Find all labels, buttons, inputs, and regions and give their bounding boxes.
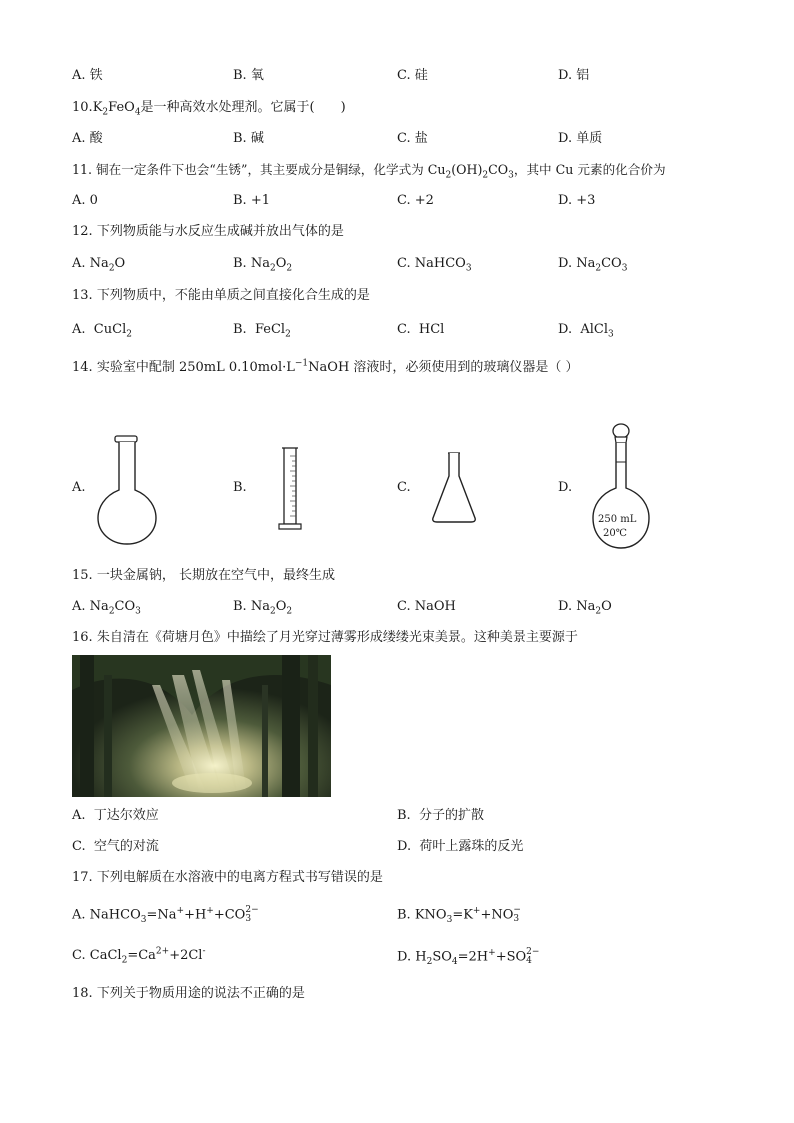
q13-option-b[interactable]: B. FeCl$_2$	[233, 322, 291, 340]
q9-option-d[interactable]: D. 铝	[558, 68, 590, 83]
q15-stem: 15. 一块金属钠， 长期放在空气中，最终生成	[72, 568, 335, 583]
q16-option-a[interactable]: A. 丁达尔效应	[72, 808, 159, 823]
round-bottom-flask-icon	[96, 434, 158, 546]
q17-option-c[interactable]: C. $CaCl_2=Ca^{2+}+2Cl^-$	[72, 946, 206, 966]
q14-option-c[interactable]: C.	[397, 480, 411, 495]
q12-option-b[interactable]: B. $Na_2O_2$	[233, 256, 293, 274]
q10-option-b[interactable]: B. 碱	[233, 131, 264, 146]
q15-option-c[interactable]: C. NaOH	[397, 599, 456, 614]
q14-option-a[interactable]: A.	[72, 480, 86, 495]
q11-option-c[interactable]: C. +2	[397, 193, 434, 208]
q9-option-a[interactable]: A. 铁	[72, 68, 103, 83]
q10-option-c[interactable]: C. 盐	[397, 131, 428, 146]
q11-option-b[interactable]: B. +1	[233, 193, 270, 208]
q16-option-c[interactable]: C. 空气的对流	[72, 839, 159, 854]
q10-option-d[interactable]: D. 单质	[558, 131, 603, 146]
flask-volume-label: 250 mL	[598, 514, 637, 525]
q9-option-b[interactable]: B. 氧	[233, 68, 264, 83]
q15-option-a[interactable]: A. $Na_2CO_3$	[72, 599, 141, 617]
q11-stem: 11. 铜在一定条件下也会“生锈”，其主要成分是铜绿，化学式为 $Cu_2(OH)_2CO_3$，其中 Cu 元素的化合价为	[72, 162, 666, 181]
q12-option-c[interactable]: C. NaHCO$_3$	[397, 256, 472, 274]
q12-stem: 12. 下列物质能与水反应生成碱并放出气体的是	[72, 224, 344, 239]
q10-stem: $10.K_2FeO_4$是一种高效水处理剂。它属于( )	[72, 100, 346, 118]
q15-option-b[interactable]: B. $Na_2O_2$	[233, 599, 293, 617]
q15-option-d[interactable]: D. $Na_2O$	[558, 599, 612, 617]
q10-option-a[interactable]: A. 酸	[72, 131, 103, 146]
q16-option-b[interactable]: B. 分子的扩散	[397, 808, 484, 823]
q11-option-d[interactable]: D. +3	[558, 193, 596, 208]
q12-option-a[interactable]: A. $Na_2O$	[72, 256, 126, 274]
q13-stem: 13. 下列物质中，不能由单质之间直接化合生成的是	[72, 288, 370, 303]
forest-light-beams-image	[72, 655, 331, 797]
q14-stem: 14. 实验室中配制 250mL $0.10mol\cdot L^{-1}NaOH$ 溶液时，必须使用到的玻璃仪器是（ ）	[72, 358, 579, 375]
q17-stem: 17. 下列电解质在水溶液中的电离方程式书写错误的是	[72, 870, 383, 885]
q14-option-d[interactable]: D.	[558, 480, 573, 495]
q17-option-d[interactable]: D. $H_2SO_4=2H^++SO$ 2− 4	[397, 947, 540, 968]
flask-temp-label: 20℃	[603, 528, 627, 539]
q13-option-d[interactable]: D. AlCl$_3$	[558, 322, 614, 340]
q14-option-b[interactable]: B.	[233, 480, 247, 495]
q17-option-b[interactable]: B. $KNO_3=K^++NO$ − 3	[397, 905, 521, 926]
q11-option-a[interactable]: A. 0	[72, 193, 98, 208]
q16-stem: 16. 朱自清在《荷塘月色》中描绘了月光穿过薄雾形成缕缕光束美景。这种美景主要源于	[72, 630, 578, 645]
q13-option-a[interactable]: A. CuCl$_2$	[72, 322, 132, 340]
q12-option-d[interactable]: D. $Na_2CO_3$	[558, 256, 628, 274]
graduated-cylinder-icon	[276, 444, 304, 532]
q17-option-a[interactable]: A. NaHCO$_3$=Na++H++CO 2− 3	[72, 905, 259, 926]
q16-option-d[interactable]: D. 荷叶上露珠的反光	[397, 839, 524, 854]
q9-option-c[interactable]: C. 硅	[397, 68, 428, 83]
erlenmeyer-flask-icon	[430, 450, 478, 524]
q13-option-c[interactable]: C. HCl	[397, 322, 445, 337]
q18-stem: 18. 下列关于物质用途的说法不正确的是	[72, 986, 305, 1001]
